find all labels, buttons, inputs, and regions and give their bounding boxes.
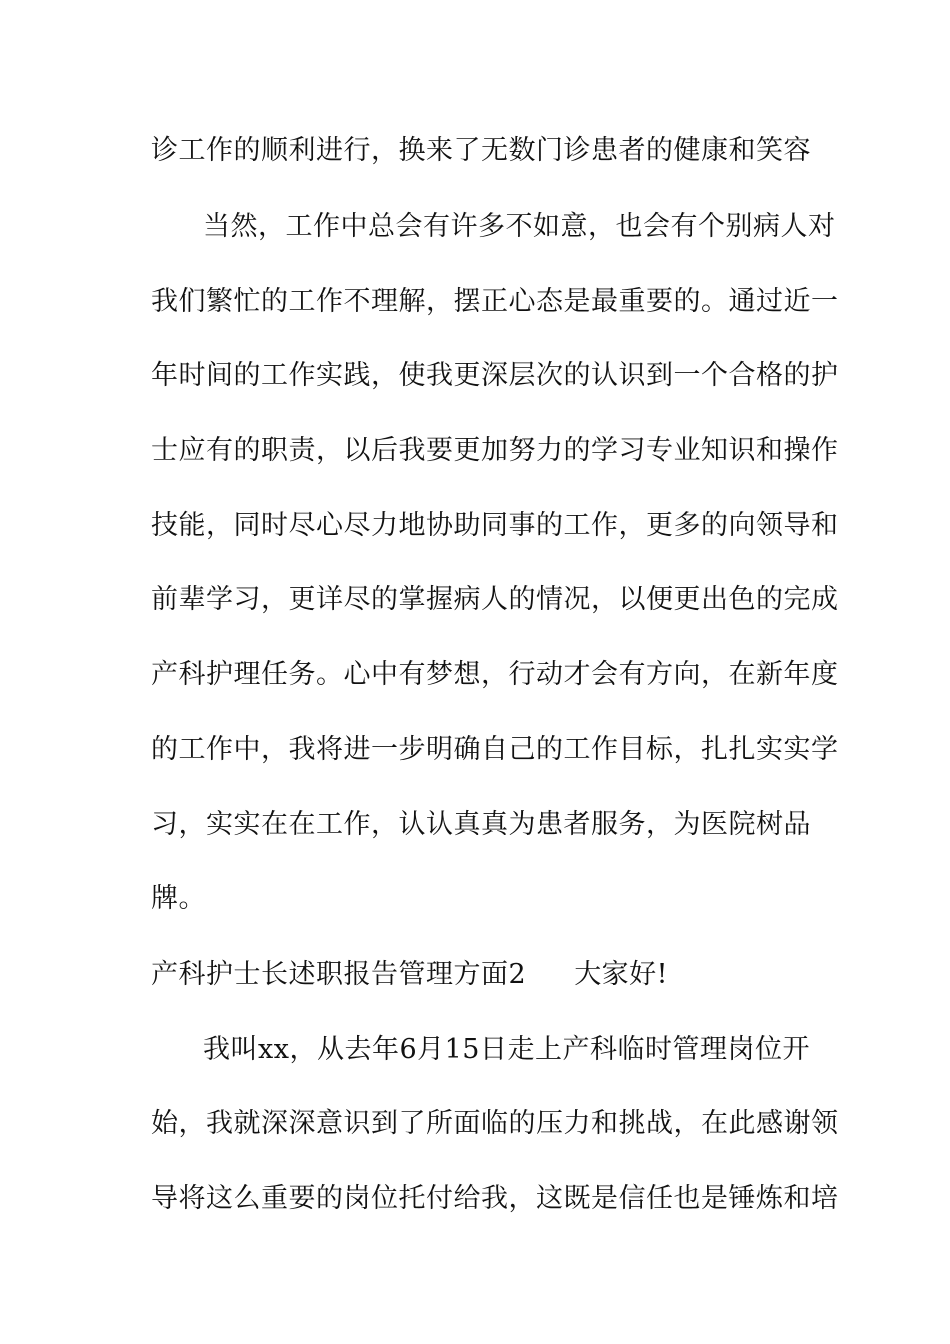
paragraph-line: 的工作中，我将进一步明确自己的工作目标，扎扎实实学 [151,734,839,765]
paragraph-line: 始，我就深深意识到了所面临的压力和挑战，在此感谢领 [151,1108,839,1139]
paragraph-line: 前辈学习，更详尽的掌握病人的情况，以便更出色的完成 [151,584,839,615]
section-heading [151,957,668,993]
paragraph-line: 习，实实在在工作，认认真真为患者服务，为医院树品 [151,809,811,840]
paragraph-line: 技能，同时尽心尽力地协助同事的工作，更多的向领导和 [151,510,839,541]
paragraph-line: 士应有的职责，以后我要更加努力的学习专业知识和操作 [151,435,839,466]
paragraph-line: 当然，工作中总会有许多不如意，也会有个别病人对 [203,211,836,242]
paragraph-line: 导将这么重要的岗位托付给我，这既是信任也是锤炼和培 [151,1183,839,1214]
section-title: 产科护士长述职报告管理方面2 [151,959,527,990]
greeting-text: 大家好! [574,959,669,990]
paragraph-line: 我们繁忙的工作不理解，摆正心态是最重要的。通过近一 [151,286,839,317]
paragraph-line: 我叫xx，从去年6月15日走上产科临时管理岗位开 [203,1034,810,1065]
paragraph-line: 牌。 [151,883,206,914]
paragraph-line: 年时间的工作实践，使我更深层次的认识到一个合格的护 [151,360,839,391]
paragraph-line: 产科护理任务。心中有梦想，行动才会有方向，在新年度 [151,659,839,690]
paragraph-line: 诊工作的顺利进行，换来了无数门诊患者的健康和笑容 [151,135,811,166]
